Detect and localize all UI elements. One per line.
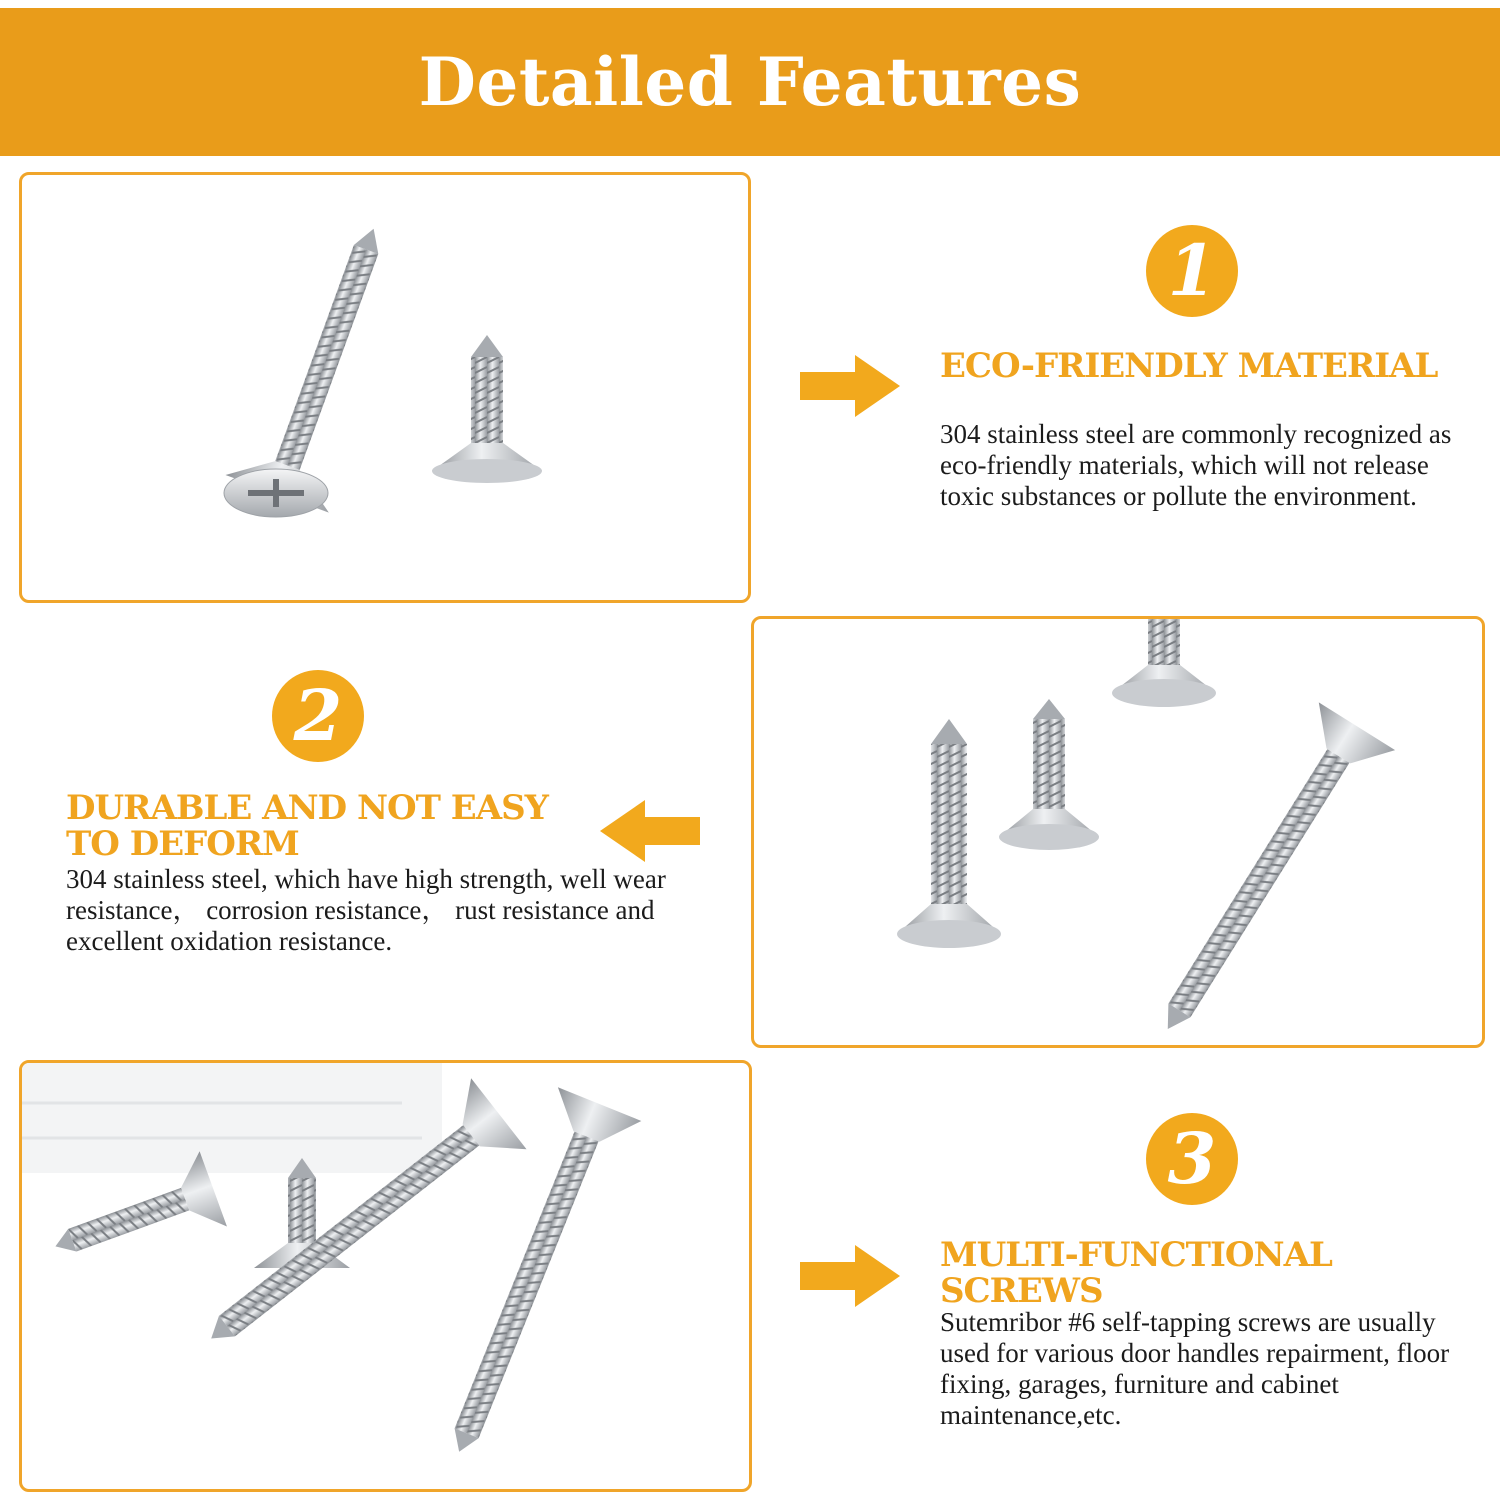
feature-text-2: 304 stainless steel, which have high strength, well wear resistance， corrosion resistance， rust resistance and excellent oxidation resistance.: [66, 864, 666, 956]
arrow-left-icon: [600, 800, 700, 862]
screw-illustration-3: [22, 1063, 749, 1489]
arrow-right-icon: [800, 355, 900, 417]
feature-title-2: DURABLE AND NOT EASY TO DEFORM: [66, 788, 548, 864]
feature-title-3: MULTI-FUNCTIONAL SCREWS: [940, 1235, 1332, 1311]
page-title: Detailed Features: [418, 43, 1082, 121]
screw-photo-2: [751, 616, 1485, 1048]
step-number-2: 2: [272, 670, 364, 762]
header-banner: [0, 8, 1500, 156]
step-number-3: 3: [1146, 1113, 1238, 1205]
feature-text-3: Sutemribor #6 self-tapping screws are usually used for various door handles repairment, floor fixing, garages, furniture and cabinet maintenance,etc.: [940, 1307, 1450, 1430]
screw-photo-3: [19, 1060, 752, 1492]
arrow-right-icon: [800, 1245, 900, 1307]
screw-illustration-2: [754, 619, 1482, 1045]
screw-illustration-1: [22, 175, 748, 600]
feature-title-1: ECO-FRIENDLY MATERIAL: [940, 346, 1438, 386]
screw-photo-1: [19, 172, 751, 603]
step-number-1: 1: [1146, 225, 1238, 317]
feature-text-1: 304 stainless steel are commonly recognized as eco-friendly materials, which will not release toxic substances or pollute the environment.: [940, 419, 1452, 511]
